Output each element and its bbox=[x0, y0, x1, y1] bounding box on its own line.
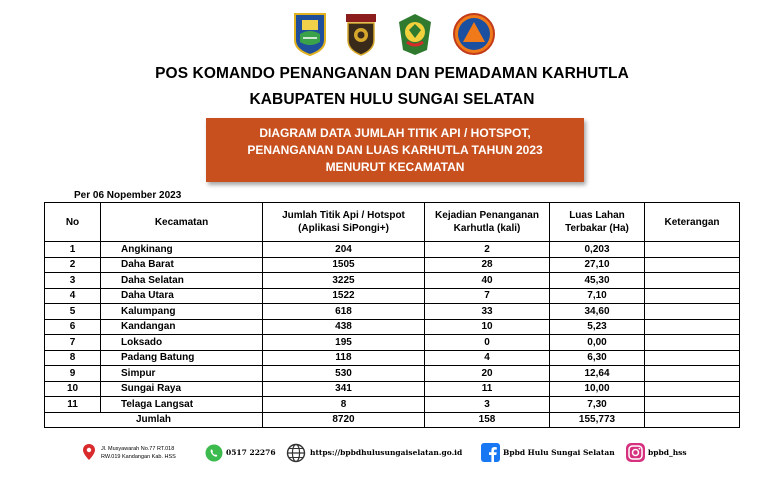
phone-number: 0517 22276 bbox=[226, 448, 276, 457]
banner-line-2: PENANGANAN DAN LUAS KARHUTLA TAHUN 2023 bbox=[247, 142, 543, 157]
row-no: 9 bbox=[45, 366, 101, 382]
row-kecamatan: Kalumpang bbox=[101, 304, 263, 320]
row-no: 7 bbox=[45, 335, 101, 351]
facebook-icon bbox=[481, 443, 500, 462]
facebook-page[interactable]: Bpbd Hulu Sungai Selatan bbox=[503, 448, 615, 457]
row-kejadian: 0 bbox=[425, 335, 550, 351]
page-subtitle: KABUPATEN HULU SUNGAI SELATAN bbox=[249, 91, 535, 108]
row-no: 6 bbox=[45, 319, 101, 335]
row-luas: 7,10 bbox=[550, 288, 645, 304]
header-luas-line2: Terbakar (Ha) bbox=[565, 223, 629, 234]
kalsel-emblem-logo bbox=[293, 12, 327, 56]
header-luas-line1: Luas Lahan bbox=[569, 210, 625, 221]
whatsapp-icon bbox=[205, 444, 223, 462]
row-keterangan bbox=[645, 273, 740, 289]
address-line-1: Jl. Musyawarah No.77 RT.018 bbox=[101, 446, 175, 452]
row-luas: 45,30 bbox=[550, 273, 645, 289]
row-titik-api: 3225 bbox=[263, 273, 425, 289]
row-kejadian: 4 bbox=[425, 350, 550, 366]
row-no: 3 bbox=[45, 273, 101, 289]
header-kejadian bbox=[425, 203, 550, 242]
bpbd-emblem-logo bbox=[452, 12, 496, 56]
banner-line-1: DIAGRAM DATA JUMLAH TITIK API / HOTSPOT, bbox=[259, 125, 531, 140]
header-titik-api-line1: Jumlah Titik Api / Hotspot bbox=[282, 210, 405, 221]
row-kecamatan: Daha Barat bbox=[101, 257, 263, 273]
table-row bbox=[45, 273, 740, 289]
header-keterangan: Keterangan bbox=[645, 203, 740, 242]
row-titik-api: 618 bbox=[263, 304, 425, 320]
row-luas: 27,10 bbox=[550, 257, 645, 273]
table-row bbox=[45, 335, 740, 351]
row-kecamatan: Kandangan bbox=[101, 319, 263, 335]
table-row bbox=[45, 350, 740, 366]
row-luas: 6,30 bbox=[550, 350, 645, 366]
header-titik-api-line2: (Aplikasi SiPongi+) bbox=[298, 223, 389, 234]
row-kecamatan: Daha Utara bbox=[101, 288, 263, 304]
table-row bbox=[45, 397, 740, 413]
row-titik-api: 118 bbox=[263, 350, 425, 366]
row-titik-api: 204 bbox=[263, 242, 425, 258]
row-titik-api: 8 bbox=[263, 397, 425, 413]
row-kecamatan: Sungai Raya bbox=[101, 381, 263, 397]
row-luas: 0,00 bbox=[550, 335, 645, 351]
row-kejadian: 3 bbox=[425, 397, 550, 413]
tni-emblem-logo bbox=[395, 12, 435, 56]
row-kejadian: 2 bbox=[425, 242, 550, 258]
row-no: 2 bbox=[45, 257, 101, 273]
logo-row bbox=[0, 12, 784, 58]
total-keterangan bbox=[645, 412, 740, 428]
row-kejadian: 33 bbox=[425, 304, 550, 320]
date-label: Per 06 Nopember 2023 bbox=[74, 190, 182, 201]
footer bbox=[0, 440, 784, 470]
table-row bbox=[45, 381, 740, 397]
instagram-icon bbox=[626, 443, 645, 462]
row-no: 1 bbox=[45, 242, 101, 258]
row-kecamatan: Telaga Langsat bbox=[101, 397, 263, 413]
table-row bbox=[45, 366, 740, 382]
total-kejadian: 158 bbox=[425, 412, 550, 428]
row-kejadian: 28 bbox=[425, 257, 550, 273]
header-kejadian-line1: Kejadian Penanganan bbox=[435, 210, 539, 221]
row-kejadian: 11 bbox=[425, 381, 550, 397]
row-titik-api: 438 bbox=[263, 319, 425, 335]
header-no: No bbox=[45, 203, 101, 242]
table-total-row bbox=[45, 412, 740, 428]
row-no: 8 bbox=[45, 350, 101, 366]
row-luas: 12,64 bbox=[550, 366, 645, 382]
row-luas: 0,203 bbox=[550, 242, 645, 258]
row-kejadian: 20 bbox=[425, 366, 550, 382]
row-luas: 34,60 bbox=[550, 304, 645, 320]
row-kejadian: 10 bbox=[425, 319, 550, 335]
row-keterangan bbox=[645, 350, 740, 366]
row-keterangan bbox=[645, 366, 740, 382]
table-row bbox=[45, 257, 740, 273]
globe-icon bbox=[286, 443, 306, 463]
row-keterangan bbox=[645, 288, 740, 304]
header-titik-api bbox=[263, 203, 425, 242]
location-pin-icon bbox=[83, 444, 95, 460]
row-kejadian: 40 bbox=[425, 273, 550, 289]
total-label: Jumlah bbox=[45, 412, 263, 428]
banner-line-3: MENURUT KECAMATAN bbox=[325, 159, 465, 174]
row-titik-api: 341 bbox=[263, 381, 425, 397]
page-title: POS KOMANDO PENANGANAN DAN PEMADAMAN KARHUTLA bbox=[155, 65, 629, 82]
address bbox=[101, 445, 176, 461]
total-titik: 8720 bbox=[263, 412, 425, 428]
row-kecamatan: Angkinang bbox=[101, 242, 263, 258]
row-titik-api: 195 bbox=[263, 335, 425, 351]
row-titik-api: 530 bbox=[263, 366, 425, 382]
header-luas bbox=[550, 203, 645, 242]
table-row bbox=[45, 288, 740, 304]
header-kecamatan: Kecamatan bbox=[101, 203, 263, 242]
police-emblem-logo bbox=[344, 12, 378, 56]
table-row bbox=[45, 319, 740, 335]
row-luas: 5,23 bbox=[550, 319, 645, 335]
row-keterangan bbox=[645, 257, 740, 273]
table-row bbox=[45, 304, 740, 320]
row-kejadian: 7 bbox=[425, 288, 550, 304]
row-kecamatan: Loksado bbox=[101, 335, 263, 351]
row-keterangan bbox=[645, 381, 740, 397]
table-row bbox=[45, 242, 740, 258]
table-header-row bbox=[45, 203, 740, 242]
row-titik-api: 1522 bbox=[263, 288, 425, 304]
row-titik-api: 1505 bbox=[263, 257, 425, 273]
row-keterangan bbox=[645, 319, 740, 335]
row-kecamatan: Simpur bbox=[101, 366, 263, 382]
website-link[interactable]: https://bpbdhulusungaiselatan.go.id bbox=[310, 448, 463, 457]
row-kecamatan: Daha Selatan bbox=[101, 273, 263, 289]
row-no: 4 bbox=[45, 288, 101, 304]
diagram-banner bbox=[206, 118, 584, 182]
row-keterangan bbox=[645, 304, 740, 320]
row-no: 10 bbox=[45, 381, 101, 397]
row-no: 11 bbox=[45, 397, 101, 413]
row-luas: 10,00 bbox=[550, 381, 645, 397]
total-luas: 155,773 bbox=[550, 412, 645, 428]
row-keterangan bbox=[645, 242, 740, 258]
table-body bbox=[45, 242, 740, 413]
row-no: 5 bbox=[45, 304, 101, 320]
row-luas: 7,30 bbox=[550, 397, 645, 413]
row-kecamatan: Padang Batung bbox=[101, 350, 263, 366]
header-kejadian-line2: Karhutla (kali) bbox=[453, 223, 521, 234]
row-keterangan bbox=[645, 397, 740, 413]
row-keterangan bbox=[645, 335, 740, 351]
instagram-handle[interactable]: bpbd_hss bbox=[648, 448, 687, 457]
karhutla-table bbox=[44, 202, 740, 428]
address-line-2: RW.019 Kandangan Kab. HSS bbox=[101, 454, 176, 460]
